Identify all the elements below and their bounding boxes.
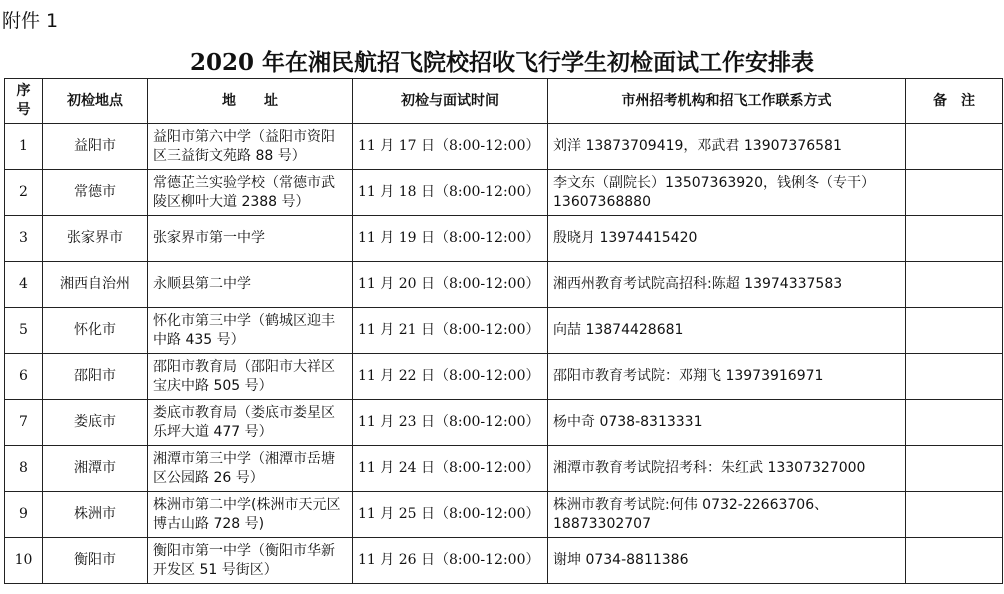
row-site: 张家界市 — [43, 216, 148, 262]
table-row — [5, 216, 1003, 262]
row-time: 11 月 24 日（8:00-12:00） — [353, 446, 548, 492]
row-address: 怀化市第三中学（鹤城区迎丰中路 435 号） — [148, 308, 353, 354]
row-contact: 湘西州教育考试院高招科:陈超 13974337583 — [548, 262, 906, 308]
row-site: 常德市 — [43, 170, 148, 216]
row-number: 1 — [5, 124, 43, 170]
row-number: 2 — [5, 170, 43, 216]
row-number: 9 — [5, 492, 43, 538]
header-address: 地 址 — [148, 79, 353, 124]
row-site: 怀化市 — [43, 308, 148, 354]
row-site: 邵阳市 — [43, 354, 148, 400]
table-row — [5, 262, 1003, 308]
row-address: 张家界市第一中学 — [148, 216, 353, 262]
header-remark: 备 注 — [906, 79, 1003, 124]
row-time: 11 月 17 日（8:00-12:00） — [353, 124, 548, 170]
row-contact: 杨中奇 0738-8313331 — [548, 400, 906, 446]
row-remark — [906, 308, 1003, 354]
row-remark — [906, 124, 1003, 170]
row-number: 10 — [5, 538, 43, 584]
table-row — [5, 446, 1003, 492]
row-remark — [906, 446, 1003, 492]
row-number: 4 — [5, 262, 43, 308]
row-site: 娄底市 — [43, 400, 148, 446]
row-remark — [906, 354, 1003, 400]
row-contact: 株洲市教育考试院:何伟 0732-22663706、18873302707 — [548, 492, 906, 538]
row-site: 益阳市 — [43, 124, 148, 170]
row-number: 5 — [5, 308, 43, 354]
row-site: 衡阳市 — [43, 538, 148, 584]
row-contact: 谢坤 0734-8811386 — [548, 538, 906, 584]
row-address: 衡阳市第一中学（衡阳市华新开发区 51 号街区） — [148, 538, 353, 584]
row-time: 11 月 26 日（8:00-12:00） — [353, 538, 548, 584]
table-row — [5, 538, 1003, 584]
row-remark — [906, 492, 1003, 538]
table-header-row — [5, 79, 1003, 124]
row-address: 娄底市教育局（娄底市娄星区乐坪大道 477 号） — [148, 400, 353, 446]
row-contact: 向喆 13874428681 — [548, 308, 906, 354]
row-remark — [906, 538, 1003, 584]
row-contact: 邵阳市教育考试院：邓翔飞 13973916971 — [548, 354, 906, 400]
row-remark — [906, 262, 1003, 308]
row-number: 3 — [5, 216, 43, 262]
row-remark — [906, 170, 1003, 216]
row-contact: 殷晓月 13974415420 — [548, 216, 906, 262]
header-time: 初检与面试时间 — [353, 79, 548, 124]
row-remark — [906, 400, 1003, 446]
attachment-label: 附件 1 — [2, 10, 59, 32]
header-site: 初检地点 — [43, 79, 148, 124]
row-number: 8 — [5, 446, 43, 492]
header-no: 序号 — [5, 79, 43, 124]
row-contact: 李文东（副院长）13507363920，钱俐冬（专干）13607368880 — [548, 170, 906, 216]
row-time: 11 月 25 日（8:00-12:00） — [353, 492, 548, 538]
schedule-table — [4, 78, 1003, 584]
header-contact: 市州招考机构和招飞工作联系方式 — [548, 79, 906, 124]
row-number: 7 — [5, 400, 43, 446]
row-contact: 湘潭市教育考试院招考科：朱红武 13307327000 — [548, 446, 906, 492]
table-row — [5, 170, 1003, 216]
row-site: 湘潭市 — [43, 446, 148, 492]
row-time: 11 月 18 日（8:00-12:00） — [353, 170, 548, 216]
row-address: 益阳市第六中学（益阳市资阳区三益街文苑路 88 号） — [148, 124, 353, 170]
row-number: 6 — [5, 354, 43, 400]
row-time: 11 月 19 日（8:00-12:00） — [353, 216, 548, 262]
table-row — [5, 308, 1003, 354]
row-site: 株洲市 — [43, 492, 148, 538]
table-row — [5, 400, 1003, 446]
row-time: 11 月 22 日（8:00-12:00） — [353, 354, 548, 400]
row-address: 湘潭市第三中学（湘潭市岳塘区公园路 26 号） — [148, 446, 353, 492]
row-remark — [906, 216, 1003, 262]
table-row — [5, 124, 1003, 170]
row-address: 邵阳市教育局（邵阳市大祥区宝庆中路 505 号） — [148, 354, 353, 400]
page-title: 2020 年在湘民航招飞院校招收飞行学生初检面试工作安排表 — [189, 49, 815, 76]
row-time: 11 月 21 日（8:00-12:00） — [353, 308, 548, 354]
row-time: 11 月 20 日（8:00-12:00） — [353, 262, 548, 308]
row-address: 株洲市第二中学(株洲市天元区博古山路 728 号) — [148, 492, 353, 538]
row-site: 湘西自治州 — [43, 262, 148, 308]
table-row — [5, 492, 1003, 538]
row-address: 永顺县第二中学 — [148, 262, 353, 308]
row-time: 11 月 23 日（8:00-12:00） — [353, 400, 548, 446]
row-address: 常德芷兰实验学校（常德市武陵区柳叶大道 2388 号） — [148, 170, 353, 216]
row-contact: 刘洋 13873709419，邓武君 13907376581 — [548, 124, 906, 170]
table-row — [5, 354, 1003, 400]
